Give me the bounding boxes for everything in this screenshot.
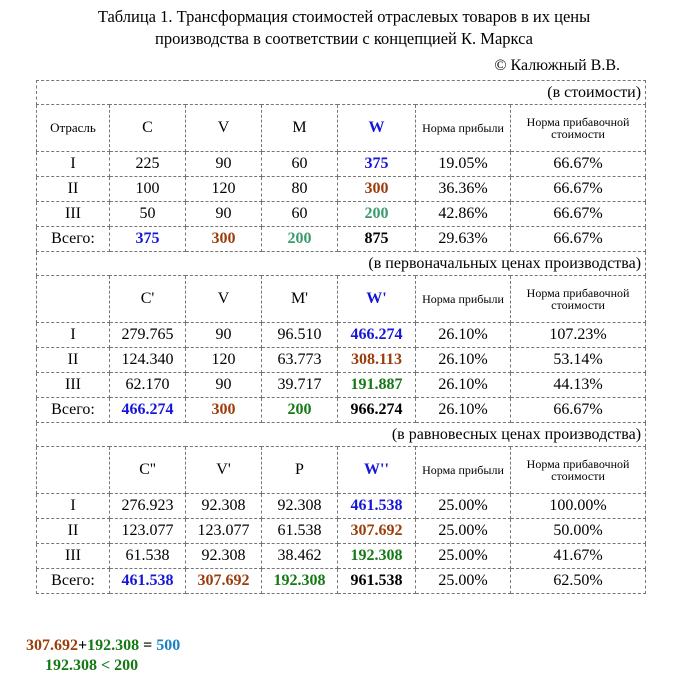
table-cell: 375 [110,227,186,252]
column-header: Норма прибыли [416,276,511,323]
formula-equals: = [139,637,157,654]
table-cell: 300 [186,398,262,423]
table-cell: 50.00% [511,519,646,544]
section-3-note-row [37,423,646,447]
table-cell: 25.00% [416,519,511,544]
table-cell: 461.538 [338,494,416,519]
total-row [37,398,646,423]
table-cell: 92.308 [186,494,262,519]
column-header: M' [262,276,338,323]
table-cell: 466.274 [110,398,186,423]
table-cell: 124.340 [110,348,186,373]
table-cell: II [37,177,110,202]
column-header: W' [338,276,416,323]
table-cell: 100.00% [511,494,646,519]
table-cell: 123.077 [110,519,186,544]
table-cell: I [37,323,110,348]
title-line-2: производства в соответствии с концепцией К. Маркса [155,29,533,48]
column-header: W [338,105,416,152]
table-cell: 966.274 [338,398,416,423]
table-cell: III [37,544,110,569]
table-cell: 25.00% [416,569,511,594]
table-cell: 80 [262,177,338,202]
table-cell: 307.692 [338,519,416,544]
table-cell: I [37,152,110,177]
table-cell: 66.67% [511,227,646,252]
column-header: V' [186,447,262,494]
table-cell: III [37,202,110,227]
table-cell: 66.67% [511,177,646,202]
table-cell: 90 [186,323,262,348]
table-cell: 90 [186,152,262,177]
table-cell: 66.67% [511,398,646,423]
table-cell: 38.462 [262,544,338,569]
table-cell: 50 [110,202,186,227]
table-cell: 61.538 [262,519,338,544]
table-cell: 60 [262,202,338,227]
table-cell: III [37,373,110,398]
table-cell: 41.67% [511,544,646,569]
table-cell: 26.10% [416,323,511,348]
table-cell: II [37,519,110,544]
table-row [37,177,646,202]
column-header: Отрасль [37,105,110,152]
section-2-note-row [37,252,646,276]
section-2-header-row [37,276,646,323]
table-cell: 191.887 [338,373,416,398]
table-cell: 26.10% [416,373,511,398]
column-header: W'' [338,447,416,494]
total-row [37,569,646,594]
table-row [37,494,646,519]
table-cell: 36.36% [416,177,511,202]
column-header [37,276,110,323]
table-cell: 39.717 [262,373,338,398]
table-row [37,373,646,398]
section-1-header-row [37,105,646,152]
table-cell: 92.308 [186,544,262,569]
table-cell: 461.538 [110,569,186,594]
table-cell: 466.274 [338,323,416,348]
formula-term-b: 192.308 [87,637,140,654]
column-header: Норма прибыли [416,105,511,152]
table-cell: 25.00% [416,494,511,519]
table-cell: 66.67% [511,202,646,227]
table-cell: 192.308 [262,569,338,594]
table-cell: II [37,348,110,373]
formula-inequality: 192.308 < 200 [45,657,139,674]
table-cell: 192.308 [338,544,416,569]
table-cell: 90 [186,202,262,227]
section-3-header-row [37,447,646,494]
section-note: (в первоначальных ценах производства) [37,252,646,276]
table-cell: 120 [186,348,262,373]
table-cell: 19.05% [416,152,511,177]
table-cell: 123.077 [186,519,262,544]
table-cell: 63.773 [262,348,338,373]
formula-sum [26,637,180,655]
table-cell: 60 [262,152,338,177]
table-cell: 25.00% [416,544,511,569]
column-header: V [186,276,262,323]
table-cell: 62.50% [511,569,646,594]
formula-result: 500 [156,637,181,654]
table-cell: I [37,494,110,519]
section-1-note-row [37,81,646,105]
table-cell: 26.10% [416,348,511,373]
table-cell: 279.765 [110,323,186,348]
table-cell: 200 [338,202,416,227]
section-note: (в стоимости) [37,81,646,105]
table-cell: 107.23% [511,323,646,348]
table-cell: 61.538 [110,544,186,569]
table-cell: 29.63% [416,227,511,252]
formula-plus: + [78,637,88,654]
column-header: Норма прибыли [416,447,511,494]
table-cell: Всего: [37,569,110,594]
table-cell: 300 [338,177,416,202]
table-cell: 100 [110,177,186,202]
table-cell: 276.923 [110,494,186,519]
column-header: Норма прибавочной стоимости [511,276,646,323]
table-cell: 44.13% [511,373,646,398]
table-row [37,519,646,544]
table-cell: 120 [186,177,262,202]
section-note: (в равновесных ценах производства) [37,423,646,447]
table-row [37,348,646,373]
table-cell: 225 [110,152,186,177]
table-cell: 26.10% [416,398,511,423]
table-cell: 62.170 [110,373,186,398]
column-header: Норма прибавочной стоимости [511,105,646,152]
table-cell: 307.692 [186,569,262,594]
table-cell: 200 [262,227,338,252]
copyright: © Калюжный В.В. [494,57,620,74]
table-cell: Всего: [37,227,110,252]
column-header: P [262,447,338,494]
table-row [37,202,646,227]
table-cell: 90 [186,373,262,398]
total-row [37,227,646,252]
column-header: M [262,105,338,152]
table-cell: Всего: [37,398,110,423]
column-header: C'' [110,447,186,494]
column-header: C' [110,276,186,323]
table-cell: 53.14% [511,348,646,373]
formula-term-a: 307.692 [26,637,78,654]
table-row [37,544,646,569]
column-header: Норма прибавочной стоимости [511,447,646,494]
table-cell: 961.538 [338,569,416,594]
table-cell: 96.510 [262,323,338,348]
column-header [37,447,110,494]
table-row [37,152,646,177]
table-cell: 300 [186,227,262,252]
table-cell: 308.113 [338,348,416,373]
table-cell: 875 [338,227,416,252]
table-row [37,323,646,348]
title-line-1: Таблица 1. Трансформация стоимостей отраслевых товаров в их цены [97,7,591,26]
column-header: V [186,105,262,152]
transformation-table [36,80,646,594]
page-title [0,6,688,50]
table-cell: 42.86% [416,202,511,227]
table-cell: 375 [338,152,416,177]
table-cell: 66.67% [511,152,646,177]
table-cell: 92.308 [262,494,338,519]
table-cell: 200 [262,398,338,423]
column-header: C [110,105,186,152]
